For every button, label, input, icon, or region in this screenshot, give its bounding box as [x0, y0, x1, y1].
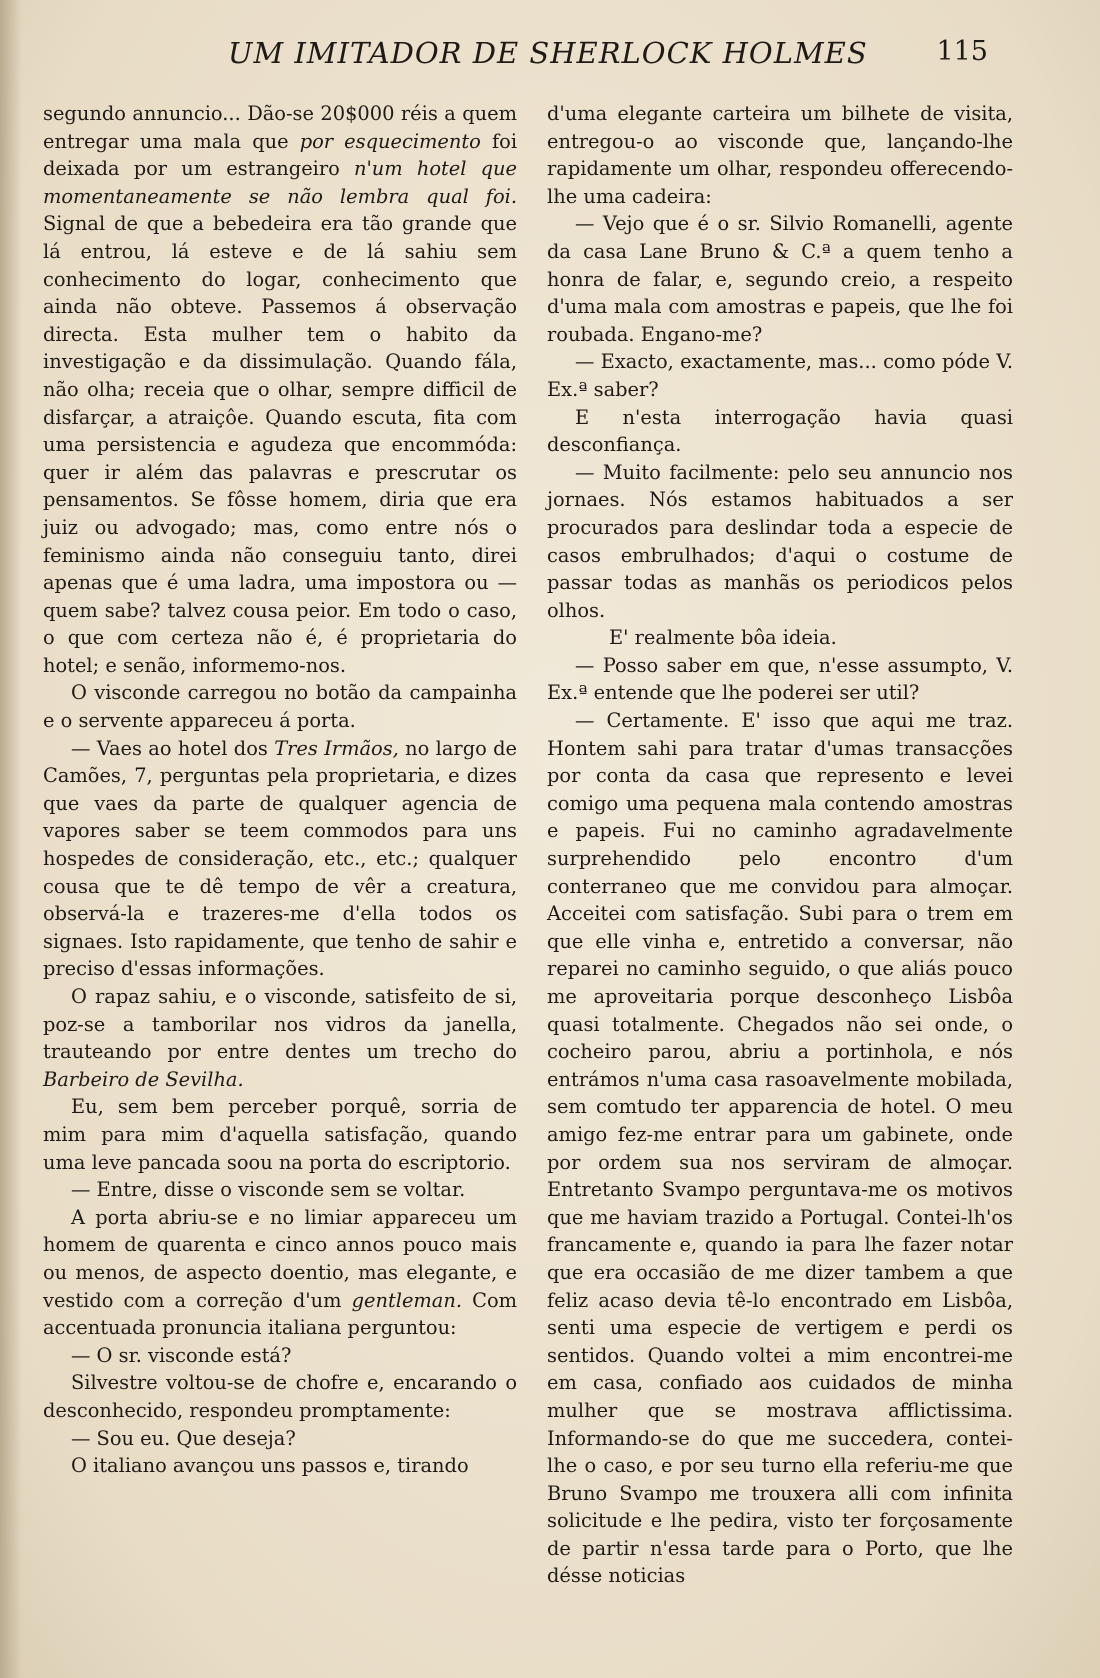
page-gutter-shadow: [0, 0, 22, 1678]
text-run: — O sr. visconde está?: [71, 1343, 292, 1367]
text-run: O rapaz sahiu, e o visconde, satisfeito de si, poz-se a tamborilar nos vidros da janella, trauteando por entre dentes um trecho do: [43, 985, 517, 1064]
paragraph: [547, 348, 1013, 403]
paragraph: [547, 652, 1013, 707]
text-run: — Exacto, exactamente, mas... como póde V. Ex.ª saber?: [547, 350, 1013, 401]
italic-text-run: Tres Irmãos,: [274, 736, 399, 760]
text-run: — Certamente. E' isso que aqui me traz. Hontem sahi para tratar d'umas transacções por conta da casa que represento e levei comigo uma pequena mala contendo amostras e papeis. Fui no caminho agradavelmente surprehendido pelo encontro d'um conterraneo que me convidou para almoçar. Acceitei com satisfação. Subi para o trem em que elle vinha e, entretido a conversar, não reparei no caminho seguido, o que aliás pouco me aproveitaria porque desconheço Lisbôa quasi totalmente. Chegados não sei onde, o cocheiro parou, abriu a portinhola, e nós entrámos n'uma casa rasoavelmente mobilada, sem comtudo ter apparencia de hotel. O meu amigo fez-me entrar para um gabinete, onde por ordem sua nos serviram de almoçar. Entretanto Svampo perguntava-me os motivos que me haviam trazido a Portugal. Contei-lh'os francamente e, quando ia para lhe fazer notar que era occasião de me dizer tambem a que feliz acaso devia tê-lo encontrado em Lisbôa, senti uma especie de vertigem e perdi os sentidos. Quando voltei a mim encontrei-me em casa, confiado aos cuidados de minha mulher que se mostrava afflictissima. Informando-se do que me succedera, contei-lhe o caso, e por seu turno ella referiu-me que Bruno Svampo me trouxera alli com infinita solicitude e lhe pedira, visto ter forçosamente de partir n'essa tarde para o Porto, que lhe désse noticias: [547, 709, 1013, 1588]
paragraph: [43, 1204, 517, 1342]
paragraph: [43, 1093, 517, 1176]
left-text-column: [43, 100, 517, 1480]
text-run: Eu, sem bem perceber porquê, sorria de mim para mim d'aquella satisfação, quando uma leve pancada soou na porta do escriptorio.: [43, 1095, 517, 1174]
text-run: d'uma elegante carteira um bilhete de visita, entregou-o ao visconde que, lançando-lhe rapidamente um olhar, respondeu offerecendo-lhe uma cadeira:: [547, 102, 1013, 208]
text-run: A porta abriu-se e no limiar appareceu um homem de quarenta e cinco annos pouco mais ou menos, de aspecto doentio, mas elegante, e vestido com a correção d'um: [43, 1205, 517, 1312]
italic-text-run: Barbeiro de Sevilha.: [43, 1067, 244, 1091]
paragraph: [43, 100, 517, 679]
text-run: E' realmente bôa ideia.: [609, 626, 837, 650]
page-header: [0, 36, 1100, 76]
italic-text-run: n'um hotel que momentaneamente se não lembra qual foi.: [43, 157, 517, 208]
text-run: E n'esta interrogação havia quasi desconfiança.: [547, 405, 1013, 457]
text-run: Signal de que a bebedeira era tão grande que lá entrou, lá esteve e de lá sahiu sem conhecimento do logar, conhecimento que ainda não obteve. Passemos á observação directa. Esta mulher tem o habito da investigação e da dissimulação. Quando fála, não olha; receia que o olhar, sempre difficil de disfarçar, a atraiçôe. Quando escuta, fita com uma persistencia e agudeza que encommóda: quer ir além das palavras e prescrutar os pensamentos. Se fôsse homem, diria que era juiz ou advogado; mas, como entre nós o feminismo ainda não conseguiu tanto, direi apenas que é uma ladra, uma impostora ou — quem sabe? talvez cousa peior. Em todo o caso, o que com certeza não é, é proprietaria do hotel; e senão, informemo-nos.: [43, 212, 517, 677]
text-run: — Entre, disse o visconde sem se voltar.: [71, 1178, 466, 1202]
text-run: no largo de Camões, 7, perguntas pela proprietaria, e dizes que vaes da parte de qualquer agencia de vapores saber se teem commodos para uns hospedes de consideração, etc., etc.; qualquer cousa que te dê tempo de vêr a creatura, observá-la e trazeres-me d'ella todos os signaes. Isto rapidamente, que tenho de sahir e preciso d'essas informações.: [43, 736, 517, 981]
text-run: — Muito facilmente: pelo seu annuncio nos jornaes. Nós estamos habituados a ser procurados para deslindar toda a especie de casos embrulhados; d'aqui o costume de passar todas as manhãs os periodicos pelos olhos.: [547, 460, 1013, 622]
paragraph: [547, 624, 1013, 652]
text-run: O visconde carregou no botão da campainha e o servente appareceu á porta.: [43, 681, 517, 733]
paragraph: [43, 1369, 517, 1424]
paragraph: [43, 1176, 517, 1204]
paragraph: [43, 983, 517, 1093]
paragraph: [43, 679, 517, 734]
paragraph: [43, 1342, 517, 1370]
italic-text-run: gentleman.: [351, 1288, 463, 1312]
text-run: segundo annuncio... Dão-se 20$000 réis a quem entregar uma mala que: [43, 102, 517, 153]
paragraph: [43, 1452, 517, 1480]
text-run: — Vejo que é o sr. Silvio Romanelli, agente da casa Lane Bruno & C.ª a quem tenho a honra de falar, e, segundo creio, a respeito d'uma mala com amostras e papeis, que lhe foi roubada. Engano-me?: [547, 212, 1013, 346]
italic-text-run: por esquecimento: [299, 129, 481, 153]
text-run: — Posso saber em que, n'esse assumpto, V. Ex.ª entende que lhe poderei ser util?: [547, 653, 1013, 705]
running-title: UM IMITADOR DE SHERLOCK HOLMES: [228, 36, 868, 70]
paragraph: [547, 100, 1013, 210]
text-run: — Sou eu. Que deseja?: [71, 1426, 296, 1450]
text-run: foi deixada por um estrangeiro: [43, 129, 518, 181]
text-run: Com accentuada pronuncia italiana perguntou:: [43, 1288, 518, 1340]
paragraph: [547, 459, 1013, 625]
right-text-column: [547, 100, 1013, 1590]
paragraph: [43, 1425, 517, 1453]
text-run: Silvestre voltou-se de chofre e, encarando o desconhecido, respondeu promptamente:: [43, 1371, 517, 1422]
paragraph: [547, 210, 1013, 348]
paragraph: [547, 707, 1013, 1590]
paragraph: [43, 735, 517, 983]
paragraph: [547, 404, 1013, 459]
page-number: 115: [936, 36, 988, 67]
text-run: O italiano avançou uns passos e, tirando: [71, 1454, 469, 1478]
text-run: — Vaes ao hotel dos: [71, 736, 275, 760]
